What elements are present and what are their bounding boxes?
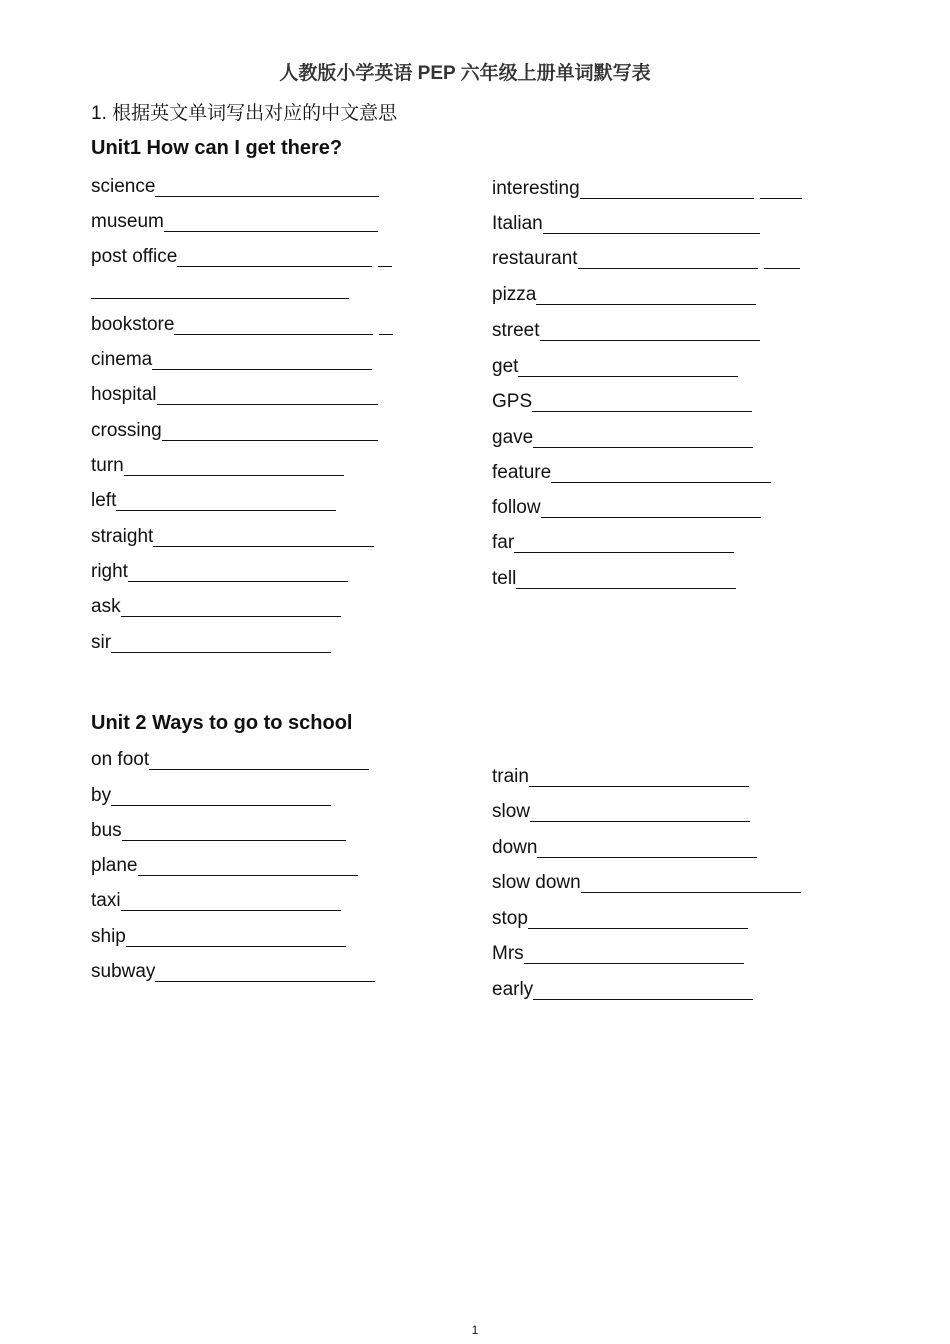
- word-row: [492, 354, 738, 380]
- word-row: [91, 853, 358, 879]
- answer-line-extra[interactable]: [378, 246, 392, 267]
- answer-line[interactable]: [149, 749, 369, 770]
- answer-line-extra[interactable]: [764, 248, 800, 269]
- answer-line[interactable]: [121, 596, 341, 617]
- answer-line[interactable]: [514, 532, 734, 553]
- answer-line[interactable]: [537, 837, 757, 858]
- word-label: tell: [492, 568, 517, 589]
- word-label: get: [492, 356, 519, 377]
- word-label: right: [91, 561, 128, 582]
- instruction-text: 1. 根据英文单词写出对应的中文意思: [91, 103, 398, 124]
- word-label: street: [492, 320, 540, 341]
- word-label: Italian: [492, 213, 543, 234]
- word-label: ask: [91, 596, 121, 617]
- word-label: pizza: [492, 284, 537, 305]
- answer-line[interactable]: [126, 926, 346, 947]
- answer-line[interactable]: [536, 284, 756, 305]
- word-label: post office: [91, 246, 178, 267]
- answer-line[interactable]: [518, 356, 738, 377]
- word-label: restaurant: [492, 248, 578, 269]
- word-label: on foot: [91, 749, 150, 770]
- word-row: [91, 818, 346, 844]
- word-label: straight: [91, 526, 154, 547]
- word-row: [91, 209, 378, 235]
- word-label: sir: [91, 632, 112, 653]
- word-label: by: [91, 785, 112, 806]
- word-row: [492, 495, 761, 521]
- word-row: [492, 389, 752, 415]
- word-row: [91, 312, 393, 338]
- word-row: [492, 425, 753, 451]
- answer-line[interactable]: [533, 979, 753, 1000]
- word-row: [91, 888, 341, 914]
- word-row: [91, 347, 372, 373]
- answer-line[interactable]: [162, 420, 378, 441]
- word-label: taxi: [91, 890, 121, 911]
- answer-line[interactable]: [578, 248, 758, 269]
- word-row: [492, 906, 748, 932]
- word-row: [492, 460, 771, 486]
- word-label: plane: [91, 855, 138, 876]
- word-label: subway: [91, 961, 156, 982]
- word-row: [492, 764, 749, 790]
- answer-line-extra[interactable]: [760, 178, 802, 199]
- word-label: bookstore: [91, 314, 175, 335]
- answer-line[interactable]: [157, 384, 378, 405]
- word-row: [492, 176, 802, 202]
- word-label: far: [492, 532, 515, 553]
- word-row: [91, 924, 346, 950]
- answer-line[interactable]: [152, 349, 372, 370]
- answer-line[interactable]: [533, 427, 753, 448]
- page-title: 人教版小学英语 PEP 六年级上册单词默写表: [279, 63, 651, 84]
- word-row: [492, 211, 760, 237]
- word-label: gave: [492, 427, 534, 448]
- word-row: [492, 246, 800, 272]
- answer-line[interactable]: [516, 568, 736, 589]
- word-row: [91, 524, 374, 550]
- word-label: GPS: [492, 391, 533, 412]
- answer-line[interactable]: [532, 391, 752, 412]
- answer-line[interactable]: [524, 943, 744, 964]
- word-label: hospital: [91, 384, 157, 405]
- answer-line[interactable]: [177, 246, 372, 267]
- answer-line[interactable]: [164, 211, 378, 232]
- answer-line[interactable]: [111, 785, 331, 806]
- answer-line[interactable]: [155, 176, 379, 197]
- word-label: ship: [91, 926, 126, 947]
- answer-line[interactable]: [543, 213, 760, 234]
- word-row: [492, 870, 801, 896]
- unit2-heading: Unit 2 Ways to go to school: [91, 712, 353, 734]
- answer-line[interactable]: [529, 766, 749, 787]
- word-label: turn: [91, 455, 124, 476]
- word-row: [91, 747, 369, 773]
- word-row: [91, 174, 379, 200]
- word-label: cinema: [91, 349, 153, 370]
- answer-line[interactable]: [153, 526, 374, 547]
- answer-line-extra[interactable]: [379, 314, 393, 335]
- answer-line[interactable]: [174, 314, 373, 335]
- word-row: [492, 977, 753, 1003]
- word-label: Mrs: [492, 943, 524, 964]
- word-label: stop: [492, 908, 528, 929]
- word-row: [91, 594, 341, 620]
- word-row: [91, 382, 378, 408]
- answer-line[interactable]: [155, 961, 375, 982]
- word-label: feature: [492, 462, 552, 483]
- answer-line[interactable]: [121, 890, 341, 911]
- answer-line[interactable]: [541, 497, 761, 518]
- answer-line[interactable]: [138, 855, 358, 876]
- answer-line[interactable]: [128, 561, 348, 582]
- word-label: left: [91, 490, 117, 511]
- word-row: [492, 941, 744, 967]
- word-label: slow down: [492, 872, 581, 893]
- word-label: crossing: [91, 420, 162, 441]
- word-row: [492, 282, 756, 308]
- answer-line-continued[interactable]: [91, 298, 349, 299]
- word-row: [492, 318, 760, 344]
- word-label: museum: [91, 211, 164, 232]
- word-row: [91, 418, 378, 444]
- answer-line[interactable]: [540, 320, 760, 341]
- word-label: slow: [492, 801, 531, 822]
- word-row: [91, 453, 344, 479]
- answer-line[interactable]: [581, 872, 801, 893]
- word-row: [492, 799, 750, 825]
- answer-line[interactable]: [551, 462, 771, 483]
- word-label: early: [492, 979, 534, 1000]
- word-row: [91, 488, 336, 514]
- answer-line[interactable]: [122, 820, 346, 841]
- word-row: [492, 566, 736, 592]
- answer-line[interactable]: [530, 801, 750, 822]
- word-label: bus: [91, 820, 122, 841]
- word-row: [91, 783, 331, 809]
- answer-line[interactable]: [116, 490, 336, 511]
- answer-line[interactable]: [528, 908, 748, 929]
- word-label: science: [91, 176, 156, 197]
- word-row: [91, 244, 392, 270]
- word-row: [492, 530, 734, 556]
- unit1-heading: Unit1 How can I get there?: [91, 137, 343, 159]
- word-row: [91, 559, 348, 585]
- word-label: down: [492, 837, 538, 858]
- word-label: interesting: [492, 178, 580, 199]
- answer-line[interactable]: [580, 178, 754, 199]
- word-label: train: [492, 766, 529, 787]
- page-number: 1: [471, 1323, 479, 1337]
- answer-line[interactable]: [124, 455, 344, 476]
- answer-line[interactable]: [111, 632, 331, 653]
- word-row: [492, 835, 757, 861]
- word-label: follow: [492, 497, 541, 518]
- word-row: [91, 630, 331, 656]
- word-row: [91, 959, 375, 985]
